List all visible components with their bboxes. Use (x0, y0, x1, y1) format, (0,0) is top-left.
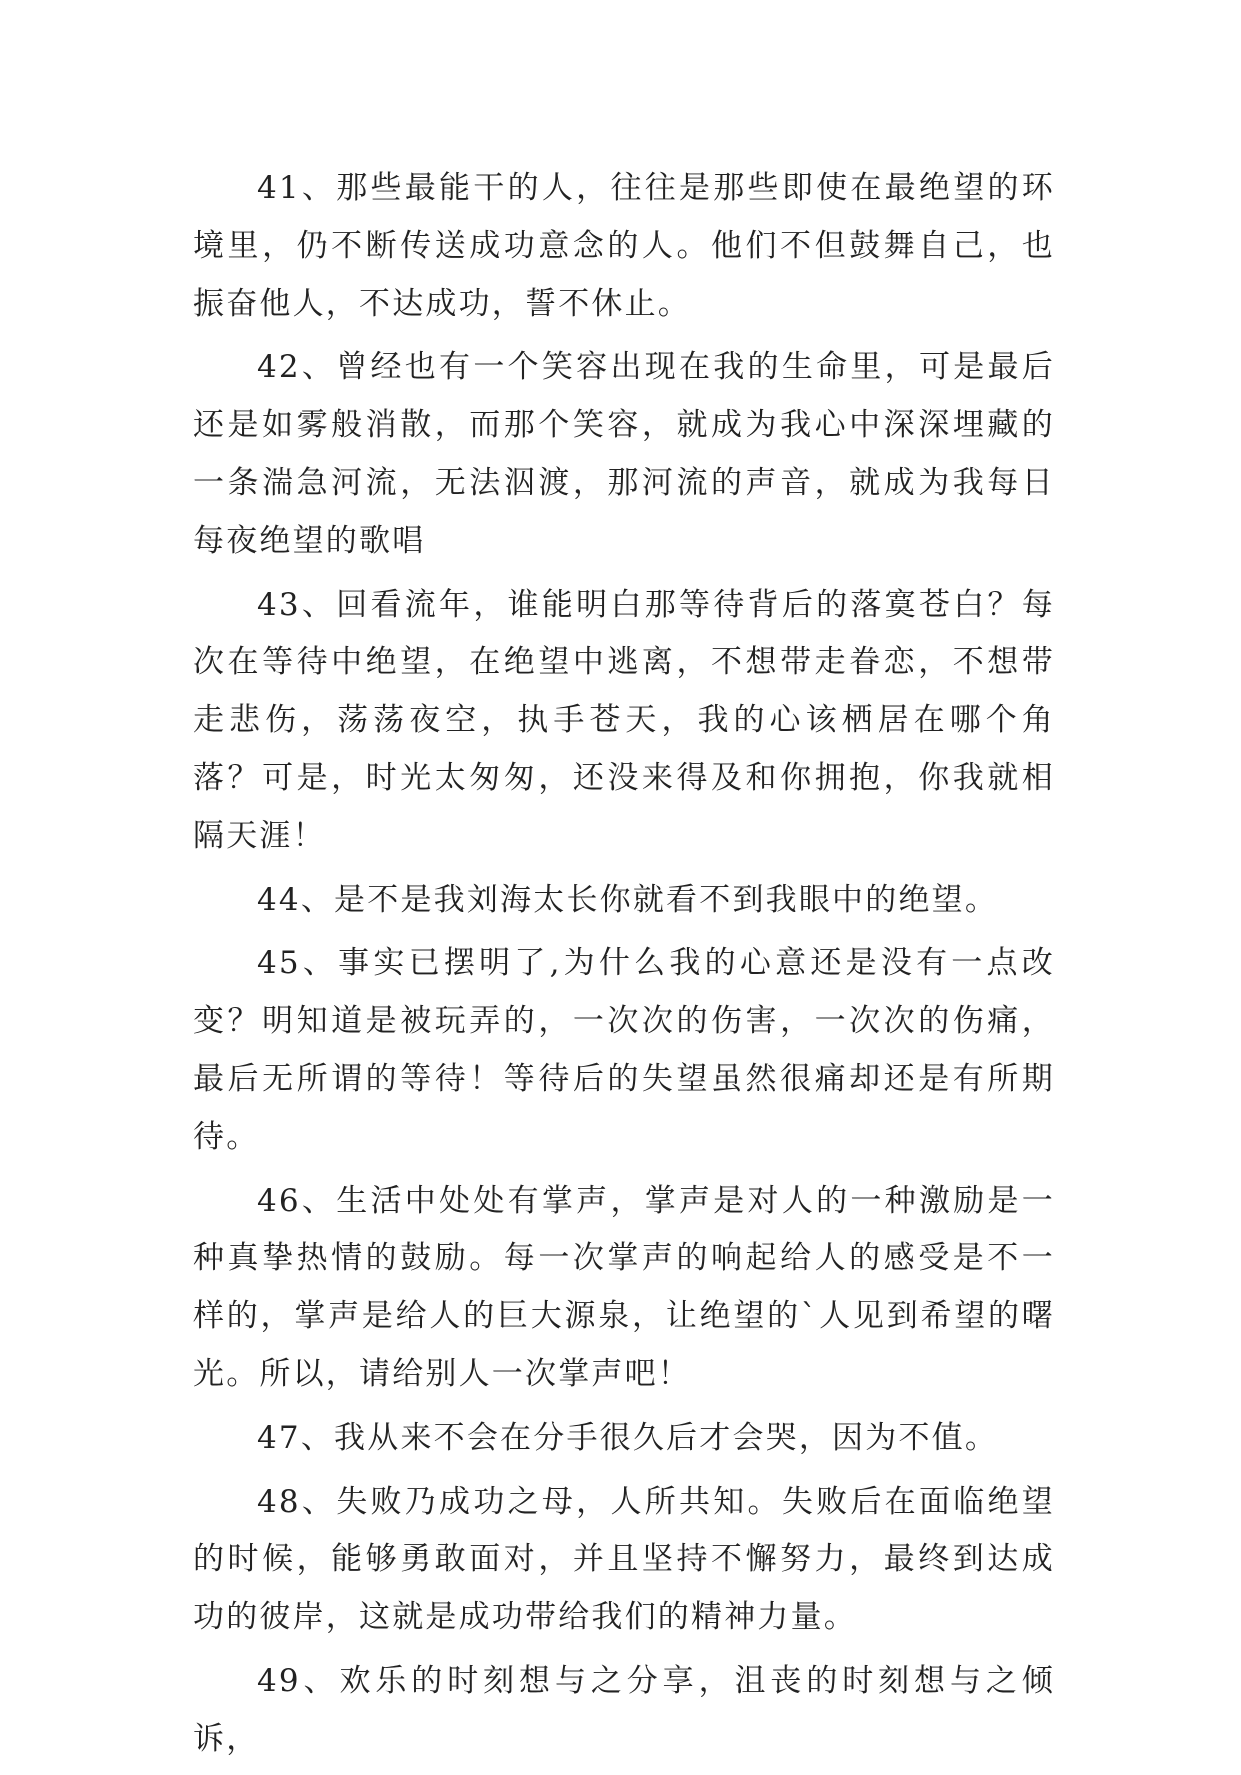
paragraph-41: 41、那些最能干的人，往往是那些即使在最绝望的环境里，仍不断传送成功意念的人。他们不但鼓舞自己，也振奋他人，不达成功，誓不休止。 (193, 170, 1055, 322)
paragraph-43: 43、回看流年，谁能明白那等待背后的落寞苍白？每次在等待中绝望，在绝望中逃离，不想带走眷恋，不想带走悲伤，荡荡夜空，执手苍天，我的心该栖居在哪个角落？可是，时光太匆匆，还没来得及和你拥抱，你我就相隔天涯！ (193, 586, 1055, 854)
paragraph-42: 42、曾经也有一个笑容出现在我的生命里，可是最后还是如雾般消散，而那个笑容，就成为我心中深深埋藏的一条湍急河流，无法泅渡，那河流的声音，就成为我每日每夜绝望的歌唱 (193, 349, 1055, 559)
paragraph-44: 44、是不是我刘海太长你就看不到我眼中的绝望。 (257, 881, 999, 918)
paragraph-45: 45、事实已摆明了,为什么我的心意还是没有一点改变？明知道是被玩弄的，一次次的伤害，一次次的伤痛，最后无所谓的等待！等待后的失望虽然很痛却还是有所期待。 (193, 945, 1055, 1155)
paragraph-49: 49、欢乐的时刻想与之分享，沮丧的时刻想与之倾诉， (193, 1662, 1055, 1757)
paragraph-48: 48、失败乃成功之母，人所共知。失败后在面临绝望的时候，能够勇敢面对，并且坚持不懈努力，最终到达成功的彼岸，这就是成功带给我们的精神力量。 (193, 1483, 1055, 1636)
paragraph-47: 47、我从来不会在分手很久后才会哭，因为不值。 (257, 1419, 999, 1456)
document-body (193, 160, 1055, 1775)
paragraph-46: 46、生活中处处有掌声，掌声是对人的一种激励是一种真挚热情的鼓励。每一次掌声的响起给人的感受是不一样的，掌声是给人的巨大源泉，让绝望的`人见到希望的曙光。所以，请给别人一次掌声吧！ (193, 1182, 1055, 1392)
